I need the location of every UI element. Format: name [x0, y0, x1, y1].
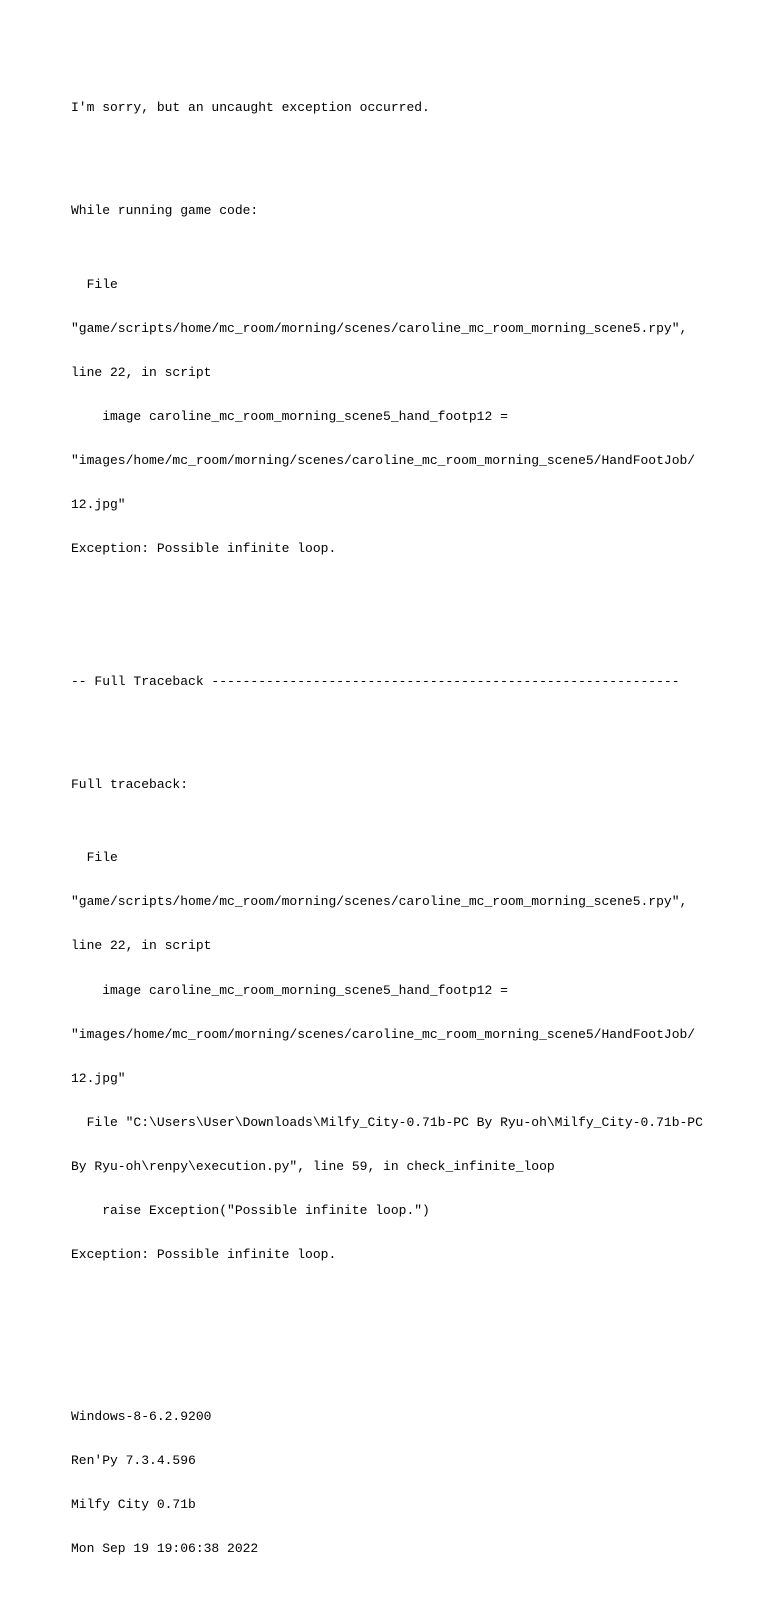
- trace-line: image caroline_mc_room_morning_scene5_hand_footp12 =: [71, 982, 508, 998]
- full-traceback: [71, 822, 721, 1293]
- trace-line: "game/scripts/home/mc_room/morning/scenes/caroline_mc_room_morning_scene5.rpy",: [71, 320, 688, 336]
- full-traceback-label: Full traceback:: [71, 776, 189, 792]
- trace-line: File: [71, 276, 118, 292]
- trace-line: "images/home/mc_room/morning/scenes/caroline_mc_room_morning_scene5/HandFootJob/: [71, 1026, 696, 1042]
- trace-line: By Ryu-oh\renpy\execution.py", line 59, in check_infinite_loop: [71, 1158, 555, 1174]
- trace-line: line 22, in script: [71, 365, 212, 381]
- short-traceback: [71, 248, 721, 586]
- game-version: Milfy City 0.71b: [71, 1497, 196, 1513]
- renpy-version: Ren'Py 7.3.4.596: [71, 1453, 196, 1469]
- trace-line: line 22, in script: [71, 938, 212, 954]
- exception-line: Exception: Possible infinite loop.: [71, 541, 337, 557]
- spacer: [71, 1322, 721, 1337]
- trace-line: 12.jpg": [71, 1070, 126, 1086]
- trace-line: File "C:\Users\User\Downloads\Milfy_City-0.71b-PC By Ryu-oh\Milfy_City-0.71b-PC: [71, 1114, 703, 1130]
- trace-line: image caroline_mc_room_morning_scene5_hand_footp12 =: [71, 409, 508, 425]
- trace-line: raise Exception("Possible infinite loop."): [71, 1203, 430, 1219]
- error-intro: I'm sorry, but an uncaught exception occurred.: [71, 100, 430, 116]
- spacer: [71, 616, 721, 631]
- full-traceback-separator: -- Full Traceback ------------------------------------------------------------: [71, 673, 680, 689]
- trace-line: "images/home/mc_room/morning/scenes/caroline_mc_room_morning_scene5/HandFootJob/: [71, 453, 696, 469]
- trace-line: File: [71, 850, 118, 866]
- timestamp: Mon Sep 19 19:06:38 2022: [71, 1541, 259, 1557]
- environment-info: [71, 1381, 721, 1587]
- traceback-text: [71, 72, 721, 1601]
- trace-line: 12.jpg": [71, 497, 126, 513]
- exception-line: Exception: Possible infinite loop.: [71, 1247, 337, 1263]
- spacer: [71, 146, 721, 161]
- spacer: [71, 719, 721, 734]
- while-running-label: While running game code:: [71, 203, 259, 219]
- os-version: Windows-8-6.2.9200: [71, 1408, 212, 1424]
- trace-line: "game/scripts/home/mc_room/morning/scenes/caroline_mc_room_morning_scene5.rpy",: [71, 894, 688, 910]
